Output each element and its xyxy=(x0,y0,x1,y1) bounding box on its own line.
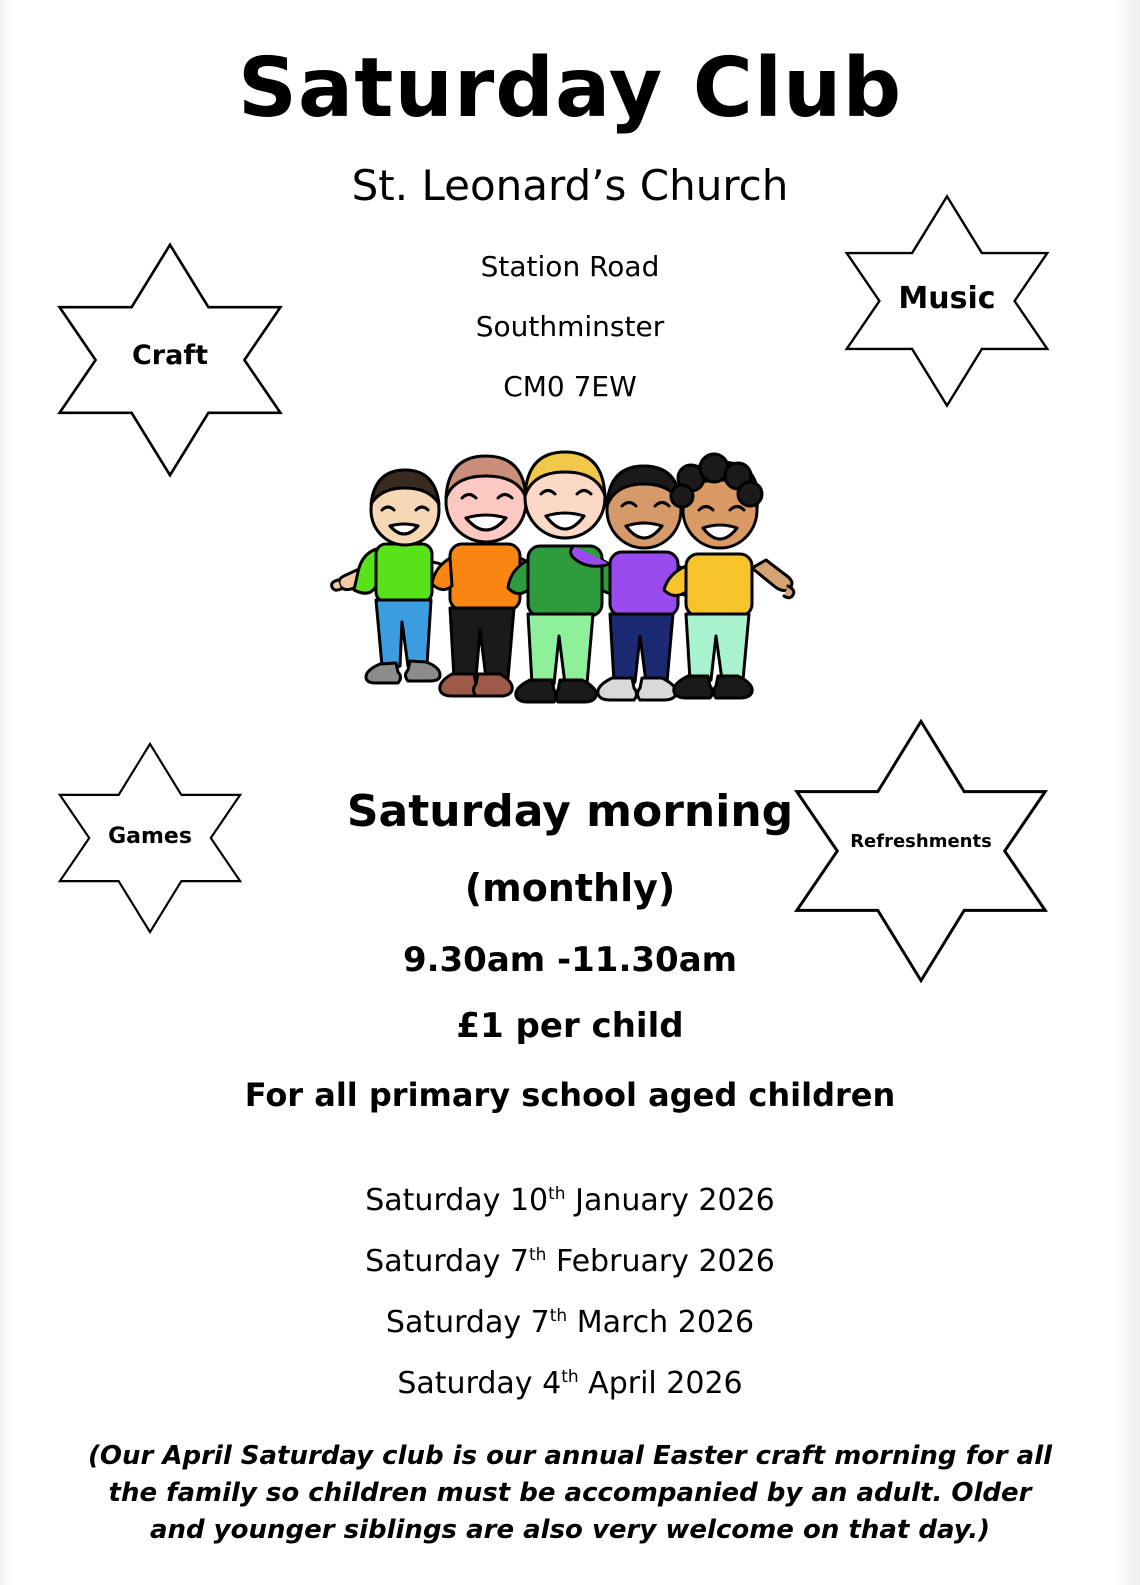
date-ordinal: th xyxy=(529,1245,547,1265)
date-suffix: March 2026 xyxy=(567,1305,755,1340)
date-ordinal: th xyxy=(549,1306,568,1326)
detail-time: 9.30am -11.30am xyxy=(402,940,738,980)
children-group-icon xyxy=(310,418,830,718)
detail-when: Saturday morning xyxy=(346,786,794,837)
date-ordinal: th xyxy=(548,1184,566,1204)
list-item xyxy=(0,1244,1140,1279)
date-suffix: April 2026 xyxy=(578,1366,743,1401)
date-prefix: Saturday 4 xyxy=(397,1366,562,1401)
star-label-music: Music xyxy=(898,280,996,316)
detail-price: £1 per child xyxy=(456,1006,684,1046)
date-suffix: February 2026 xyxy=(546,1244,775,1279)
list-item xyxy=(0,1305,1140,1340)
church-name: St. Leonard’s Church xyxy=(351,161,789,210)
list-item xyxy=(0,1183,1140,1218)
star-badge-refreshments xyxy=(786,716,1056,966)
date-prefix: Saturday 7 xyxy=(385,1305,550,1340)
list-item xyxy=(0,1366,1140,1401)
star-label-craft: Craft xyxy=(131,339,208,371)
footnote: (Our April Saturday club is our annual Easter craft morning for all the family so children must be accompanied by an adult. Older and younger siblings are also very welcome on that day.) xyxy=(87,1441,1053,1545)
star-label-games: Games xyxy=(108,823,192,849)
address-line-2: Southminster xyxy=(475,310,665,343)
page-title: Saturday Club xyxy=(237,41,903,136)
star-badge-music xyxy=(838,192,1056,404)
date-suffix: January 2026 xyxy=(565,1183,775,1218)
detail-audience: For all primary school aged children xyxy=(244,1076,896,1114)
detail-frequency: (monthly) xyxy=(464,866,676,910)
dates-list xyxy=(0,1183,1140,1430)
date-prefix: Saturday 10 xyxy=(365,1183,549,1218)
address-line-1: Station Road xyxy=(480,250,660,283)
star-badge-craft xyxy=(50,240,290,470)
date-prefix: Saturday 7 xyxy=(365,1244,529,1279)
address-line-3: CM0 7EW xyxy=(503,370,637,403)
date-ordinal: th xyxy=(561,1367,579,1387)
star-label-refreshments: Refreshments xyxy=(850,830,992,852)
